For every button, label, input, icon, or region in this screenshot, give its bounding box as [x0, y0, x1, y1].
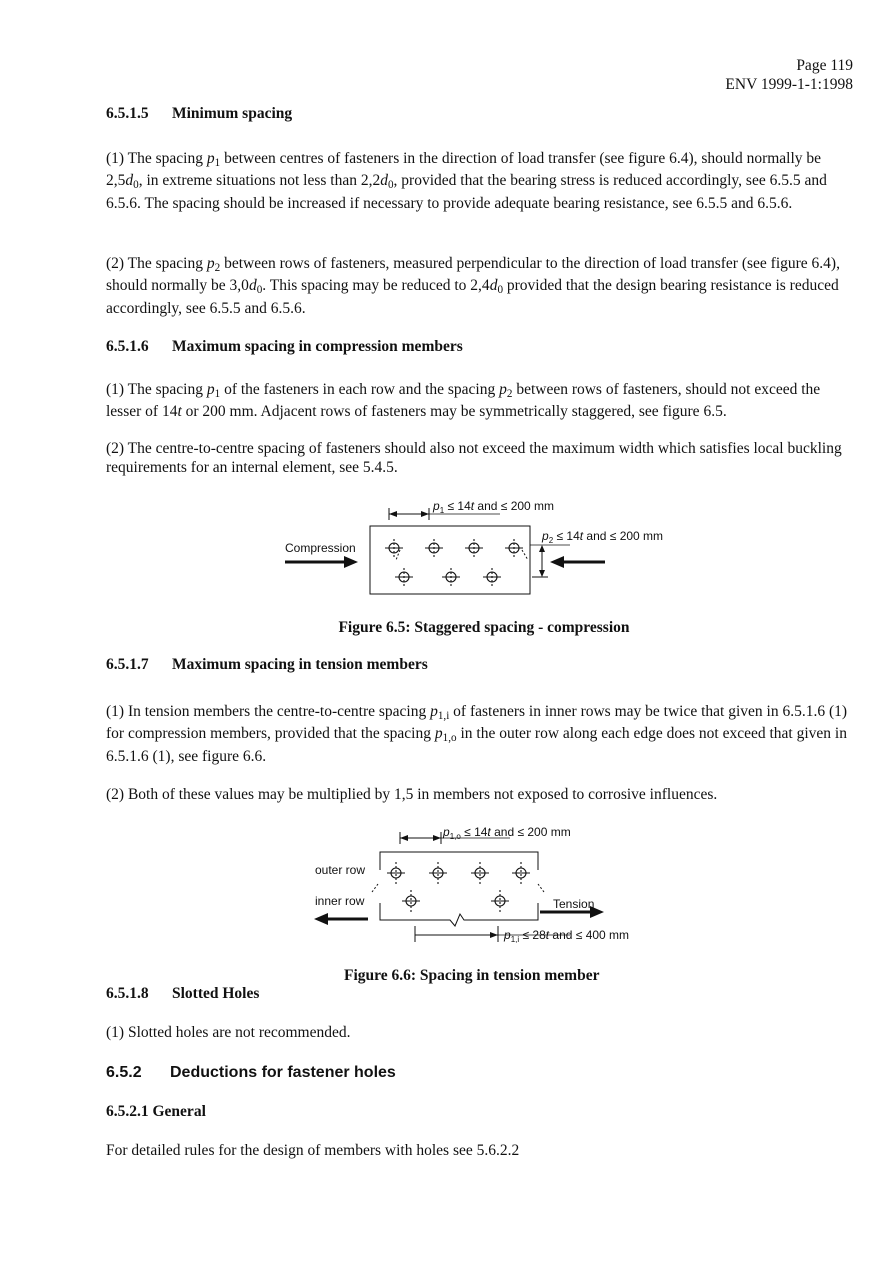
fastener-hole-icon [402, 890, 420, 912]
fastener-hole-icon [471, 862, 489, 884]
standard-id: ENV 1999-1-1:1998 [725, 76, 853, 93]
p1-limit-label: $p_1 \le 14t$ and ≤ 200 mm [433, 499, 555, 515]
p1i-limit-label: $p_{1,i} \le 28t$ and ≤ 400 mm [504, 928, 630, 944]
p2-limit-label: $p_2 \le 14t$ and ≤ 200 mm [542, 529, 664, 545]
paragraph-6517-1: (1) In tension members the centre-to-centre spacing $p_{1,i}$ of fasteners in inner rows may be twice that given in 6.5.1.6 (1) for compression members, provided that the spacing $p_{1,o}$ in the outer row along each edge does not exceed that given in 6.5.1.6 (1), see figure 6.6. [106, 703, 848, 765]
section-title: Maximum spacing in tension members [172, 656, 428, 673]
section-heading-652 [106, 1064, 396, 1082]
fastener-hole-icon [395, 568, 413, 586]
fastener-hole-icon [465, 539, 483, 557]
figure-6-5-diagram [270, 490, 700, 610]
paragraph-6515-1: (1) The spacing $p_1$ between centres of fasteners in the direction of load transfer (see figure 6.4), should normally be $2,5d_0$, in extreme situations not less than $2,2d_0$, provided that the bearing stress is reduced accordingly, see 6.5.5 and 6.5.6. The spacing should be increased if necessary to provide adequate bearing resistance, see 6.5.5 and 6.5.6. [106, 150, 827, 212]
fastener-hole-icon [512, 862, 530, 884]
fastener-hole-icon [483, 568, 501, 586]
section-title: Maximum spacing in compression members [172, 338, 463, 355]
figure-6-6-caption: Figure 6.6: Spacing in tension member [344, 967, 600, 984]
tension-arrow-left-icon [314, 913, 328, 925]
fastener-hole-icon [429, 862, 447, 884]
section-number: 6.5.1.8 [106, 985, 149, 1002]
compression-label: Compression [285, 541, 356, 555]
paragraph-6516-2: (2) The centre-to-centre spacing of fasteners should also not exceed the maximum width which satisfies local buckling requirements for an internal element, see 5.4.5. [106, 440, 842, 476]
section-number: 6.5.2 [106, 1064, 142, 1081]
fastener-hole-icon [387, 862, 405, 884]
section-number: 6.5.1.7 [106, 656, 149, 673]
compression-plate [370, 526, 530, 594]
section-number: 6.5.1.6 [106, 338, 149, 355]
fastener-hole-icon [442, 568, 460, 586]
section-heading-6515 [106, 105, 292, 123]
section-title: Minimum spacing [172, 105, 293, 122]
p1o-limit-label: $p_{1,o} \le 14t$ and ≤ 200 mm [443, 825, 571, 841]
fastener-hole-icon [491, 890, 509, 912]
section-title: Deductions for fastener holes [170, 1064, 396, 1081]
section-title: Slotted Holes [172, 985, 260, 1002]
section-number: 6.5.1.5 [106, 105, 149, 122]
page-number: Page 119 [796, 57, 853, 74]
paragraph-6518-1: (1) Slotted holes are not recommended. [106, 1024, 351, 1041]
fastener-hole-icon [385, 539, 403, 557]
compression-arrow-left-icon [550, 556, 564, 568]
paragraph-6515-2: (2) The spacing $p_2$ between rows of fasteners, measured perpendicular to the direction of load transfer (see figure 6.4), should normally be $3,0d_0$. This spacing may be reduced to $2,4d_0$ provided that the design bearing resistance is reduced accordingly, see 6.5.5 and 6.5.6. [106, 255, 840, 317]
fastener-hole-icon [505, 539, 523, 557]
section-heading-6517 [106, 656, 428, 674]
paragraph-6517-2: (2) Both of these values may be multiplied by 1,5 in members not exposed to corrosive influences. [106, 786, 718, 803]
section-heading-6518 [106, 985, 259, 1003]
fastener-hole-icon [425, 539, 443, 557]
paragraph-6516-1: (1) The spacing $p_1$ of the fasteners in each row and the spacing $p_2$ between rows of fasteners, should not exceed the lesser of 14t or 200 mm. Adjacent rows of fasteners may be symmetrically staggered, see figure 6.5. [106, 381, 821, 421]
paragraph-6521-1: For detailed rules for the design of members with holes see 5.6.2.2 [106, 1142, 520, 1159]
inner-row-label: inner row [315, 894, 365, 908]
page-header [725, 56, 853, 94]
tension-label: Tension [553, 897, 595, 911]
section-heading-6516 [106, 338, 463, 356]
figure-6-6-diagram [310, 818, 660, 948]
outer-row-label: outer row [315, 863, 366, 877]
compression-arrow-right-icon [344, 556, 358, 568]
figure-6-5-caption: Figure 6.5: Staggered spacing - compression [338, 619, 630, 636]
section-heading-6521: 6.5.2.1 General [106, 1103, 206, 1120]
